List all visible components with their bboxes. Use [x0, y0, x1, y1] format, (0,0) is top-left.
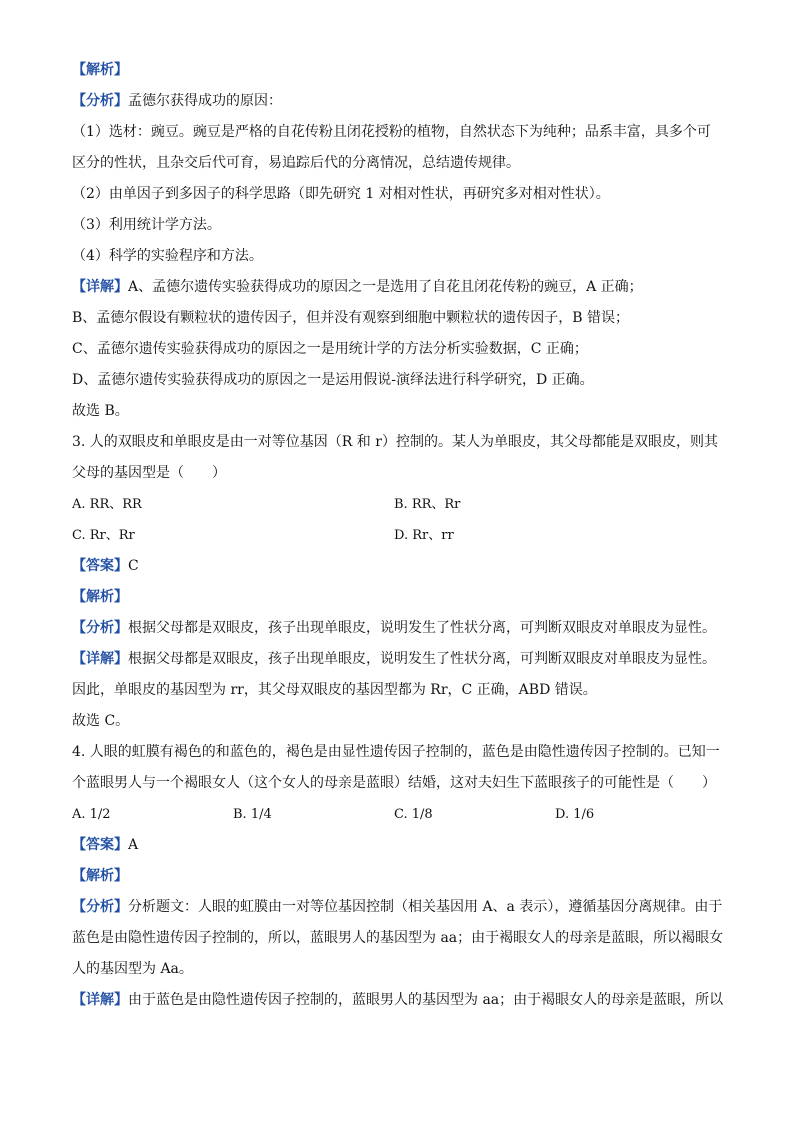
q3-options-row1 — [72, 496, 722, 527]
q3-stem-b: 父母的基因型是（ ） — [72, 465, 226, 481]
q3-analysis: 【分析】根据父母都是双眼皮，孩子出现单眼皮，说明发生了性状分离，可判断双眼皮对单眼皮为显性。 — [72, 620, 716, 636]
q4-analysis-c: 人的基因型为 Aa。 — [72, 961, 193, 977]
q4-stem-b: 个蓝眼男人与一个褐眼女人（这个女人的母亲是蓝眼）结婚，这对夫妇生下蓝眼孩子的可能性是（ ） — [72, 775, 716, 791]
choose-line: 故选 B。 — [72, 403, 129, 419]
q4-option-d: D. 1/6 — [555, 807, 595, 822]
q3-analysis-heading: 【解析】 — [72, 589, 128, 605]
q4-option-a: A. 1/2 — [72, 807, 111, 822]
q4-options-row — [72, 806, 722, 837]
reason-1-line-b: 区分的性状，且杂交后代可育，易追踪后代的分离情况，总结遗传规律。 — [72, 155, 520, 171]
reason-4: （4）科学的实验程序和方法。 — [72, 248, 263, 264]
q3-option-c: C. Rr、Rr — [72, 528, 135, 543]
q4-analysis-b: 蓝色是由隐性遗传因子控制的，所以，蓝眼男人的基因型为 aa；由于褐眼女人的母亲是蓝眼，所以褐眼女 — [72, 930, 724, 946]
reason-3: （3）利用统计学方法。 — [72, 217, 221, 233]
q3-option-b: B. RR、Rr — [394, 497, 461, 512]
detail-line-d: D、孟德尔遗传实验获得成功的原因之一是运用假说-演绎法进行科学研究，D 正确。 — [72, 372, 594, 388]
q3-detail-b: 因此，单眼皮的基因型为 rr，其父母双眼皮的基因型都为 Rr，C 正确，ABD 错误。 — [72, 682, 597, 698]
q3-stem-a: 3. 人的双眼皮和单眼皮是由一对等位基因（R 和 r）控制的。某人为单眼皮，其父母都能是双眼皮，则其 — [72, 434, 718, 450]
q3-detail-a: 【详解】根据父母都是双眼皮，孩子出现单眼皮，说明发生了性状分离，可判断双眼皮对单眼皮为显性。 — [72, 651, 716, 667]
q4-option-c: C. 1/8 — [394, 807, 433, 822]
detail-line-c: C、孟德尔遗传实验获得成功的原因之一是用统计学的方法分析实验数据，C 正确； — [72, 341, 588, 357]
q3-options-row2 — [72, 527, 722, 558]
reason-1-line-a: （1）选材：豌豆。豌豆是严格的自花传粉且闭花授粉的植物，自然状态下为纯种；品系丰富，具多个可 — [72, 124, 711, 140]
q4-analysis-heading: 【解析】 — [72, 868, 128, 884]
analysis-line: 【分析】孟德尔获得成功的原因： — [72, 93, 282, 109]
q4-stem-a: 4. 人眼的虹膜有褐色的和蓝色的，褐色是由显性遗传因子控制的，蓝色是由隐性遗传因子控制的。已知一 — [72, 744, 720, 760]
q4-analysis-a: 【分析】分析题文：人眼的虹膜由一对等位基因控制（相关基因用 A、a 表示），遵循基因分离规律。由于 — [72, 899, 723, 915]
analysis-heading: 【解析】 — [72, 62, 128, 78]
q4-answer: 【答案】A — [72, 837, 139, 853]
document-page — [72, 62, 722, 1023]
q3-option-a: A. RR、RR — [72, 497, 142, 512]
reason-2: （2）由单因子到多因子的科学思路（即先研究 1 对相对性状，再研究多对相对性状）。 — [72, 186, 610, 202]
q4-option-b: B. 1/4 — [233, 807, 272, 822]
q3-choose: 故选 C。 — [72, 713, 130, 729]
q3-option-d: D. Rr、rr — [394, 528, 454, 543]
detail-line-b: B、孟德尔假设有颗粒状的遗传因子，但并没有观察到细胞中颗粒状的遗传因子，B 错误； — [72, 310, 630, 326]
q4-detail: 【详解】由于蓝色是由隐性遗传因子控制的，蓝眼男人的基因型为 aa；由于褐眼女人的母亲是蓝眼，所以 — [72, 992, 724, 1008]
detail-line-a: 【详解】A、孟德尔遗传实验获得成功的原因之一是选用了自花且闭花传粉的豌豆，A 正确； — [72, 279, 643, 295]
q3-answer: 【答案】C — [72, 558, 139, 574]
